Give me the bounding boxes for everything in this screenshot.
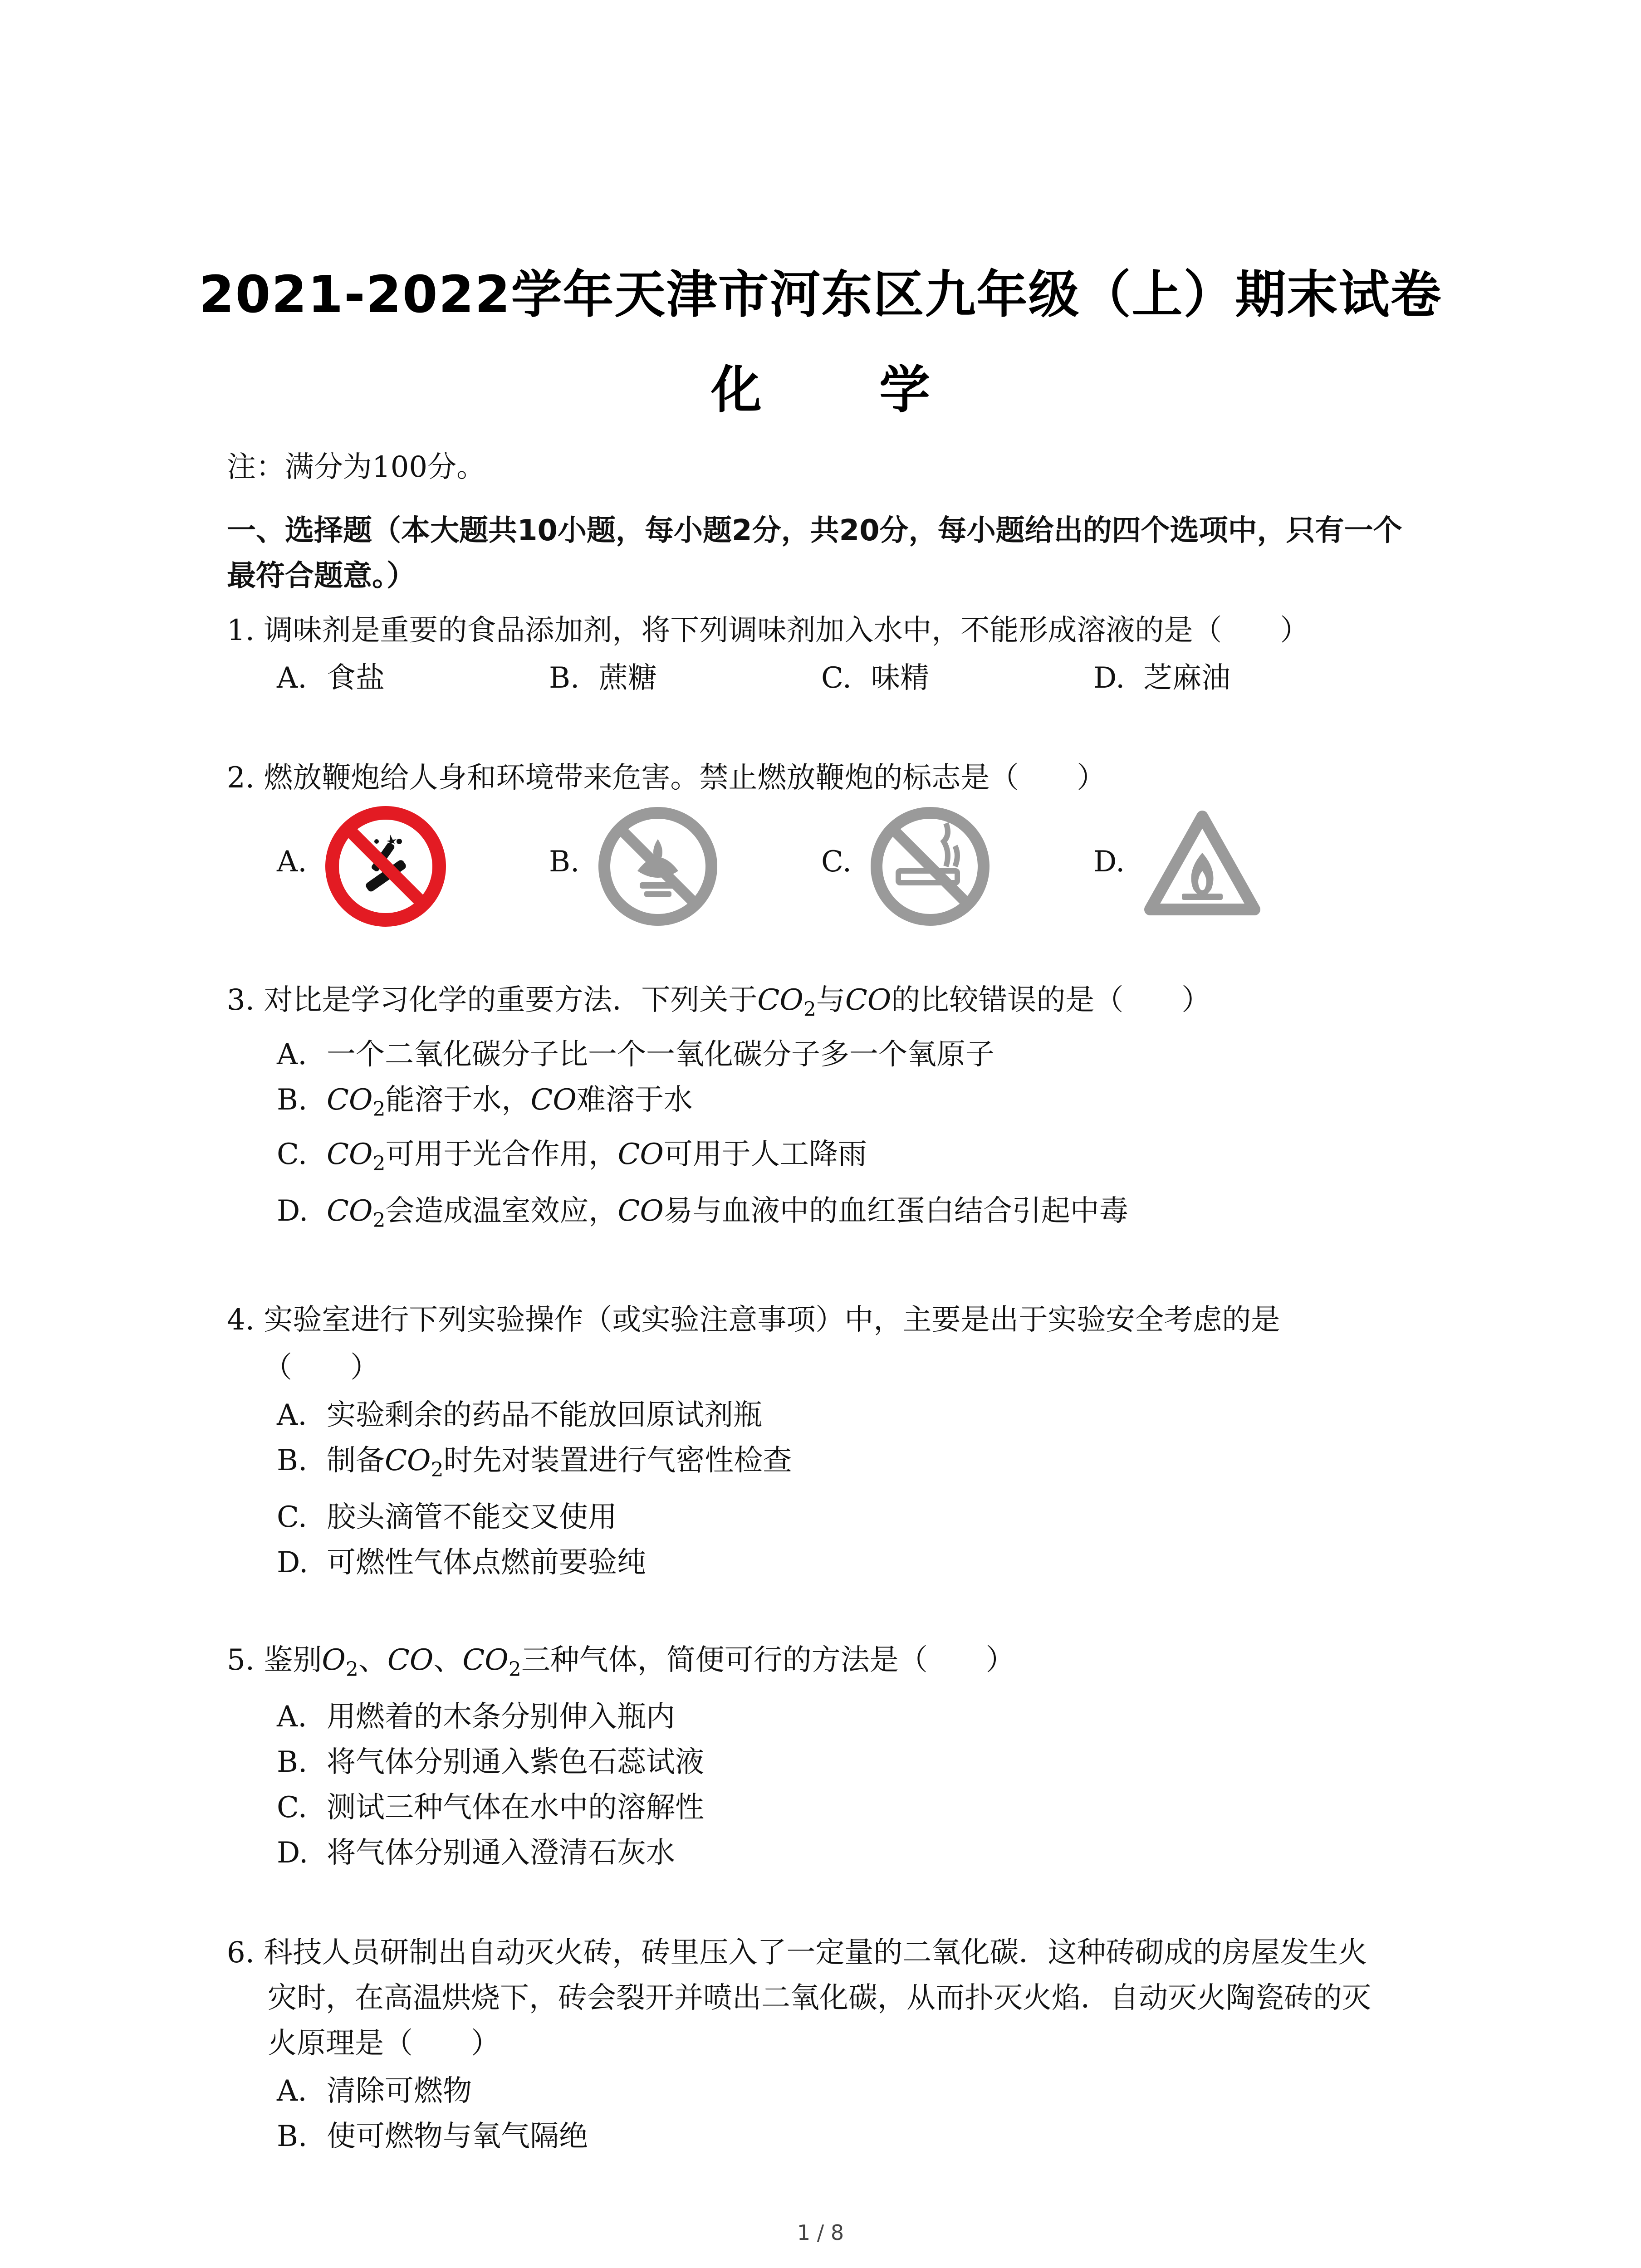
q3-option-a-label: A.	[277, 1038, 307, 1071]
q3-option-a	[277, 1036, 994, 1073]
q5-stem-post: 三种气体，简便可行的方法是（ ）	[521, 1643, 1015, 1677]
q6-option-a	[277, 2073, 472, 2109]
q6-option-a-label: A.	[277, 2074, 307, 2108]
q6-stem-line1: 6. 科技人员研制出自动灭火砖，砖里压入了一定量的二氧化碳．这种砖砌成的房屋发生火	[227, 1936, 1367, 1970]
q3-option-c-sub: 2	[372, 1152, 386, 1175]
q3-option-b	[277, 1082, 693, 1121]
q3-option-d-co: CO	[617, 1194, 664, 1228]
no-smoking-sign-icon	[867, 803, 994, 930]
q4-option-b-text2: 时先对装置进行气密性检查	[443, 1444, 792, 1477]
q1-option-c	[821, 660, 929, 696]
q2-option-d-label: D.	[1093, 845, 1125, 879]
flammable-warning-sign-icon	[1139, 803, 1266, 930]
q5-option-b-text: 将气体分别通入紫色石蕊试液	[327, 1745, 704, 1779]
q5-option-b	[277, 1744, 704, 1780]
q4-option-c-text: 胶头滴管不能交叉使用	[327, 1501, 617, 1534]
q6-stem-line2: 灾时，在高温烘烧下，砖会裂开并喷出二氧化碳，从而扑灭火焰．自动灭火陶瓷砖的灭	[268, 1981, 1371, 2015]
q1-option-d	[1093, 660, 1230, 696]
q4-option-c	[277, 1499, 617, 1535]
no-burning-sign-icon	[594, 803, 721, 930]
q1-option-d-label: D.	[1093, 661, 1125, 695]
page-number: 1 / 8	[797, 2220, 844, 2245]
q4-stem-line1: 4. 实验室进行下列实验操作（或实验注意事项）中，主要是出于实验安全考虑的是	[227, 1303, 1280, 1337]
q3-option-b-co: CO	[530, 1083, 577, 1117]
q2-stem: 2. 燃放鞭炮给人身和环境带来危害。禁止燃放鞭炮的标志是（ ）	[227, 761, 1106, 795]
q4-option-a-text: 实验剩余的药品不能放回原试剂瓶	[327, 1398, 762, 1432]
q4-option-b-sub: 2	[431, 1458, 444, 1481]
section-header-line1: 一、选择题（本大题共10小题，每小题2分，共20分，每小题给出的四个选项中，只有一个	[227, 514, 1402, 547]
q3-option-b-sub: 2	[372, 1098, 386, 1121]
q3-option-d-text1: 会造成温室效应，	[385, 1194, 618, 1228]
q4-option-b-label: B.	[277, 1444, 308, 1477]
q1-option-b	[549, 660, 657, 696]
q2-option-c-label: C.	[821, 845, 852, 879]
q3-option-c-text1: 可用于光合作用，	[385, 1138, 618, 1171]
q4-option-b	[277, 1442, 792, 1479]
q5-option-c	[277, 1789, 704, 1826]
q3-option-b-co2: CO	[327, 1083, 373, 1117]
q3-option-d-text2: 易与血液中的血红蛋白结合引起中毒	[663, 1194, 1128, 1228]
q3-option-c-label: C.	[277, 1138, 308, 1171]
q1-option-c-text: 味精	[871, 661, 929, 695]
q3-option-c-co: CO	[617, 1138, 664, 1171]
q3-option-b-text2: 难溶于水	[576, 1083, 693, 1117]
q5-option-c-text: 测试三种气体在水中的溶解性	[327, 1791, 704, 1824]
q5-o2-formula: O	[322, 1643, 346, 1677]
exam-title: 2021-2022学年天津市河东区九年级（上）期末试卷	[199, 265, 1442, 324]
section-header-line2: 最符合题意。）	[227, 559, 416, 593]
q1-option-a-label: A.	[277, 661, 307, 695]
q5-o2-subscript: 2	[345, 1658, 358, 1681]
q5-co2-formula: CO	[462, 1643, 509, 1677]
q4-option-d	[277, 1545, 646, 1581]
q1-stem: 1. 调味剂是重要的食品添加剂，将下列调味剂加入水中，不能形成溶液的是（ ）	[227, 614, 1309, 647]
q6-option-b-label: B.	[277, 2120, 308, 2153]
q1-option-d-text: 芝麻油	[1143, 661, 1230, 695]
q5-sep2: 、	[433, 1643, 463, 1677]
q3-option-c	[277, 1136, 867, 1173]
q6-option-a-text: 清除可燃物	[327, 2074, 472, 2108]
q5-option-c-label: C.	[277, 1791, 308, 1824]
exam-subject: 化 学	[711, 361, 980, 420]
q6-stem-line3: 火原理是（ ）	[268, 2027, 500, 2060]
q3-option-d-sub: 2	[372, 1209, 386, 1232]
q3-option-d-co2: CO	[327, 1194, 373, 1228]
q6-option-b	[277, 2118, 588, 2155]
q1-option-b-label: B.	[549, 661, 580, 695]
q3-co2-formula: CO	[757, 983, 803, 1017]
q4-option-a	[277, 1397, 762, 1433]
q1-option-a-text: 食盐	[327, 661, 385, 695]
q5-option-d-label: D.	[277, 1836, 309, 1870]
q5-option-a-text: 用燃着的木条分别伸入瓶内	[327, 1700, 675, 1734]
q3-option-a-text: 一个二氧化碳分子比一个一氧化碳分子多一个氧原子	[327, 1038, 994, 1071]
q3-stem-pre: 3. 对比是学习化学的重要方法．下列关于	[227, 983, 758, 1017]
q5-option-a	[277, 1699, 675, 1735]
q5-option-b-label: B.	[277, 1745, 308, 1779]
q1-option-b-text: 蔗糖	[599, 661, 657, 695]
q4-stem-line2: （ ）	[263, 1351, 379, 1384]
q1-option-c-label: C.	[821, 661, 852, 695]
q5-stem-pre: 5. 鉴别	[227, 1643, 322, 1677]
q4-option-b-co2: CO	[385, 1444, 431, 1477]
q3-option-c-text2: 可用于人工降雨	[663, 1138, 867, 1171]
q4-option-d-label: D.	[277, 1546, 309, 1579]
q5-option-d	[277, 1835, 675, 1871]
no-fireworks-sign-icon	[322, 803, 449, 930]
q4-option-c-label: C.	[277, 1501, 308, 1534]
q5-co-formula: CO	[387, 1643, 434, 1677]
q4-option-b-text1: 制备	[327, 1444, 385, 1477]
q3-option-b-text1: 能溶于水，	[385, 1083, 531, 1117]
score-note: 注：满分为100分。	[227, 450, 486, 484]
q3-option-b-label: B.	[277, 1083, 308, 1117]
q5-option-d-text: 将气体分别通入澄清石灰水	[327, 1836, 675, 1870]
q3-co2-subscript: 2	[803, 998, 816, 1021]
q3-co-formula: CO	[845, 983, 892, 1017]
q5-option-a-label: A.	[277, 1700, 307, 1734]
q5-sep1: 、	[358, 1643, 387, 1677]
q6-option-b-text: 使可燃物与氧气隔绝	[327, 2120, 588, 2153]
q3-stem	[227, 982, 1211, 1021]
q1-option-a	[277, 660, 385, 696]
q4-option-a-label: A.	[277, 1398, 307, 1432]
q4-option-d-text: 可燃性气体点燃前要验纯	[327, 1546, 646, 1579]
q2-option-b-label: B.	[549, 845, 580, 879]
q3-option-d-label: D.	[277, 1194, 309, 1228]
q5-stem	[227, 1642, 1015, 1681]
q3-and: 与	[816, 983, 845, 1017]
q3-stem-post: 的比较错误的是（ ）	[891, 983, 1211, 1017]
q3-option-c-co2: CO	[327, 1138, 373, 1171]
q2-option-a-label: A.	[277, 845, 307, 879]
q3-option-d	[277, 1193, 1128, 1232]
q5-co2-subscript: 2	[508, 1658, 521, 1681]
